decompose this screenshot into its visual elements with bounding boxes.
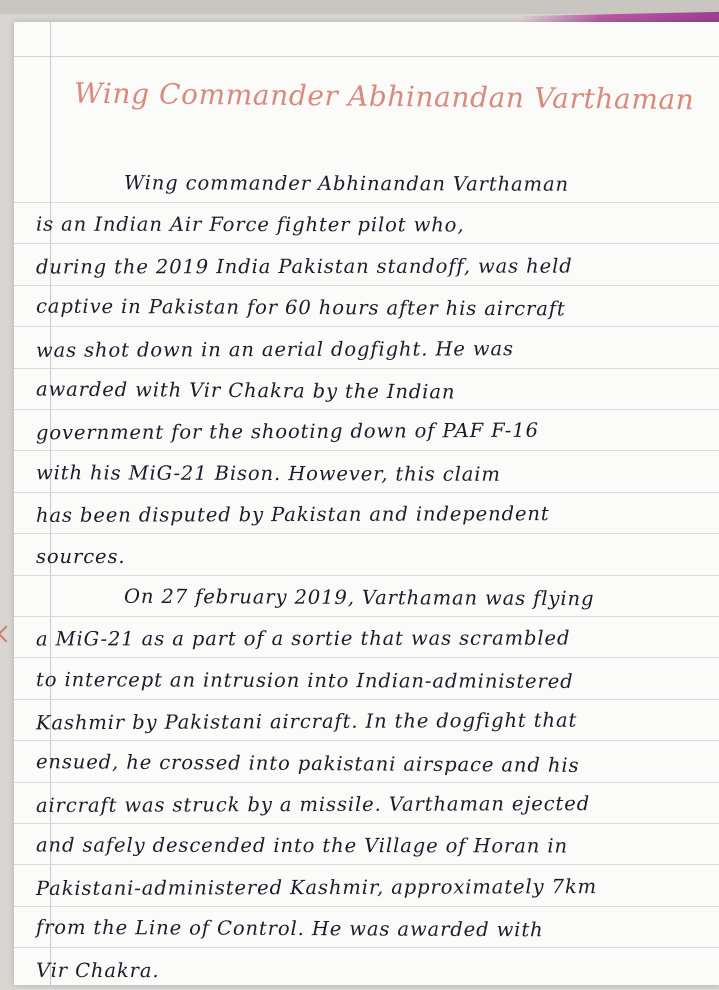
text-line: Kashmir by Pakistani aircraft. In the dogfight that bbox=[35, 708, 578, 735]
essay-body bbox=[14, 22, 719, 985]
text-line: On 27 february 2019, Varthaman was flying bbox=[123, 584, 595, 611]
text-line: with his MiG-21 Bison. However, this claim bbox=[35, 460, 501, 486]
ruled-line bbox=[14, 368, 719, 369]
text-line: government for the shooting down of PAF F-16 bbox=[35, 419, 539, 445]
text-line: has been disputed by Pakistan and independent bbox=[35, 502, 550, 528]
text-line: was shot down in an aerial dogfight. He was bbox=[35, 336, 514, 362]
ruled-line bbox=[14, 699, 719, 700]
ruled-line bbox=[14, 202, 719, 203]
ruled-line bbox=[14, 740, 719, 741]
ruled-line bbox=[14, 326, 719, 327]
ruled-line bbox=[14, 782, 719, 783]
text-line: Vir Chakra. bbox=[35, 958, 160, 982]
ruled-line bbox=[14, 906, 719, 907]
ruled-line bbox=[14, 616, 719, 617]
text-line: Wing commander Abhinandan Varthaman bbox=[123, 171, 569, 196]
ruled-line bbox=[14, 864, 719, 865]
text-line: Pakistani-administered Kashmir, approximately 7km bbox=[35, 874, 598, 900]
ruled-line bbox=[14, 823, 719, 824]
text-line: sources. bbox=[36, 544, 126, 568]
ruled-line bbox=[14, 285, 719, 286]
ruled-line bbox=[14, 575, 719, 576]
ruled-line bbox=[14, 657, 719, 658]
ruled-line bbox=[14, 533, 719, 534]
text-line: is an Indian Air Force fighter pilot who, bbox=[35, 213, 465, 237]
ruled-line bbox=[14, 947, 719, 948]
text-line: ensued, he crossed into pakistani airspace and his bbox=[35, 749, 580, 777]
margin-mark bbox=[0, 626, 14, 643]
desk-background bbox=[0, 0, 719, 14]
text-line: awarded with Vir Chakra by the Indian bbox=[35, 377, 456, 404]
text-line: a MiG-21 as a part of a sortie that was scrambled bbox=[35, 626, 571, 651]
text-line: during the 2019 India Pakistan standoff, was held bbox=[35, 254, 573, 279]
ruled-line bbox=[14, 989, 719, 990]
text-line: captive in Pakistan for 60 hours after his aircraft bbox=[35, 294, 566, 321]
ruled-line bbox=[14, 492, 719, 493]
text-line: from the Line of Control. He was awarded with bbox=[35, 915, 544, 942]
ruled-line bbox=[14, 243, 719, 244]
notebook-page bbox=[14, 22, 719, 985]
text-line: to intercept an intrusion into Indian-administered bbox=[35, 667, 574, 693]
ruled-line bbox=[14, 409, 719, 410]
page-title: Wing Commander Abhinandan Varthaman bbox=[73, 76, 695, 117]
ruled-line bbox=[14, 450, 719, 451]
text-line: aircraft was struck by a missile. Varthaman ejected bbox=[35, 792, 591, 817]
text-line: and safely descended into the Village of Horan in bbox=[35, 833, 568, 858]
